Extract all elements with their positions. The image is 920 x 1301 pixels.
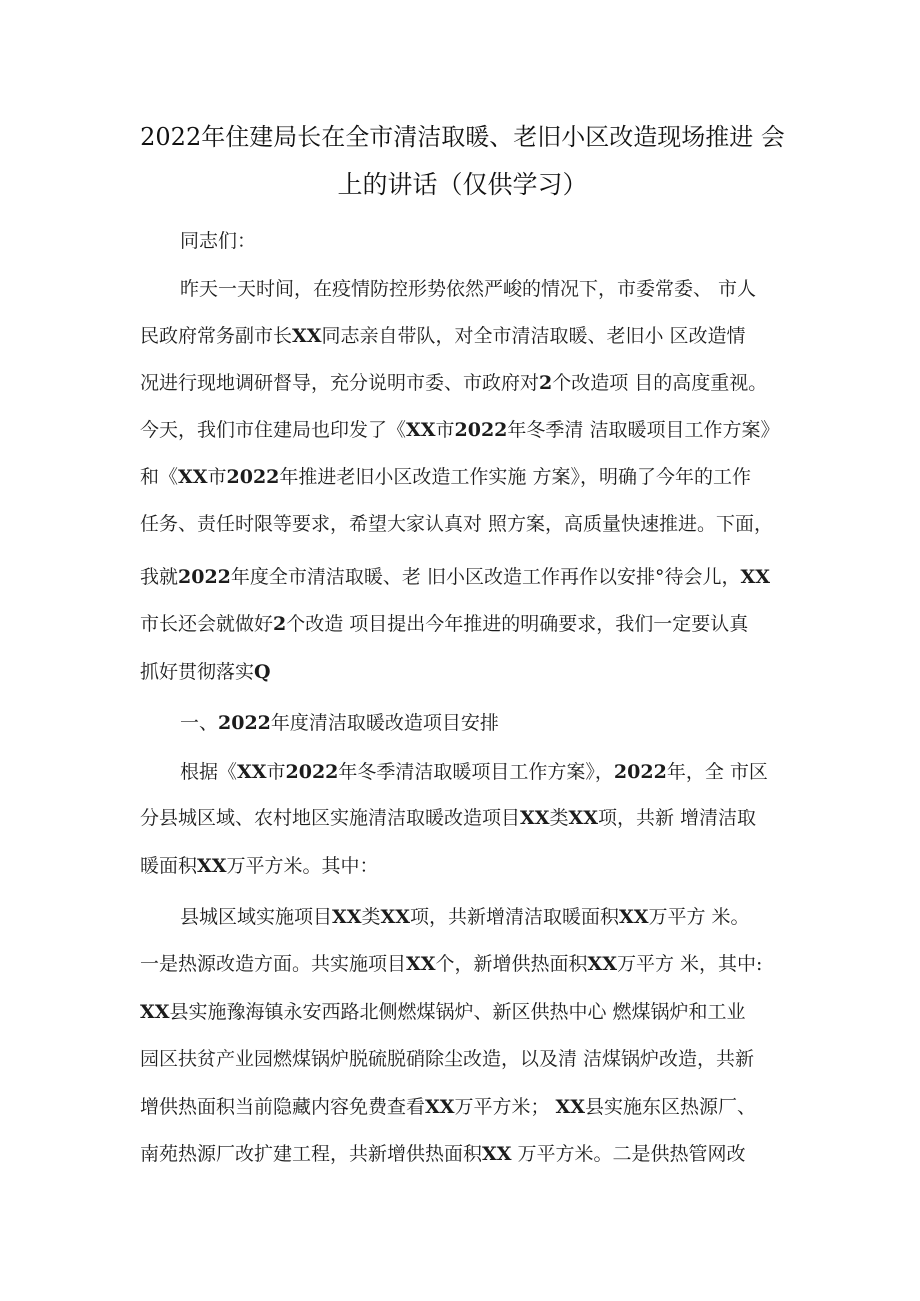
- body-line-14: 县城区域实施项目XX类XX项，共新增清洁取暖面积XX万平方 米。: [180, 906, 750, 928]
- body-line-11: 根据《XX市2022年冬季清洁取暖项目工作方案》，2022年，全 市区: [180, 761, 768, 783]
- body-line-8: 我就2022年度全市清洁取暖、老 旧小区改造工作再作以安排°待会儿，XX: [140, 566, 770, 588]
- body-line-2: 昨天一天时间，在疫情防控形势依然严峻的情况下，市委常委、 市人: [180, 278, 757, 300]
- section-heading-1: 一、2022年度清洁取暖改造项目安排: [180, 712, 499, 734]
- body-line-15: 一是热源改造方面。共实施项目XX个，新增供热面积XX万平方 米，其中:: [140, 953, 763, 975]
- body-line-4: 况进行现地调研督导，充分说明市委、市政府对2个改造项 目的高度重视。: [140, 372, 768, 394]
- body-line-9: 市长还会就做好2个改造 项目提出今年推进的明确要求，我们一定要认真: [140, 613, 749, 635]
- body-line-10: 抓好贯彻落实Q: [140, 661, 271, 683]
- body-line-1: 同志们：: [180, 230, 257, 252]
- body-line-18: 增供热面积当前隐藏内容免费查看XX万平方米； XX县实施东区热源厂、: [140, 1096, 757, 1118]
- body-line-13: 暖面积XX万平方米。其中：: [140, 855, 379, 877]
- body-line-5: 今天，我们市住建局也印发了《XX市2022年冬季清 洁取暖项目工作方案》: [140, 419, 780, 441]
- body-line-7: 任务、责任时限等要求，希望大家认真对 照方案，高质量快速推进。下面，: [140, 513, 774, 535]
- body-line-3: 民政府常务副市长XX同志亲自带队，对全市清洁取暖、老旧小 区改造情: [140, 325, 746, 347]
- document-title-line-1: 2022年住建局长在全市清洁取暖、老旧小区改造现场推进 会: [140, 123, 785, 151]
- body-line-19: 南苑热源厂改扩建工程，共新增供热面积XX 万平方米。二是供热管网改: [140, 1143, 746, 1165]
- document-title-line-2: 上的讲话（仅供学习）: [337, 170, 588, 199]
- body-line-6: 和《XX市2022年推进老旧小区改造工作实施 方案》，明确了今年的工作: [140, 466, 751, 488]
- body-line-12: 分县城区域、农村地区实施清洁取暖改造项目XX类XX项，共新 增清洁取: [140, 807, 757, 829]
- body-line-17: 园区扶贫产业园燃煤锅炉脱硫脱硝除尘改造，以及清 洁煤锅炉改造，共新: [140, 1048, 755, 1070]
- body-line-16: XX县实施豫海镇永安西路北侧燃煤锅炉、新区供热中心 燃煤锅炉和工业: [140, 1001, 746, 1023]
